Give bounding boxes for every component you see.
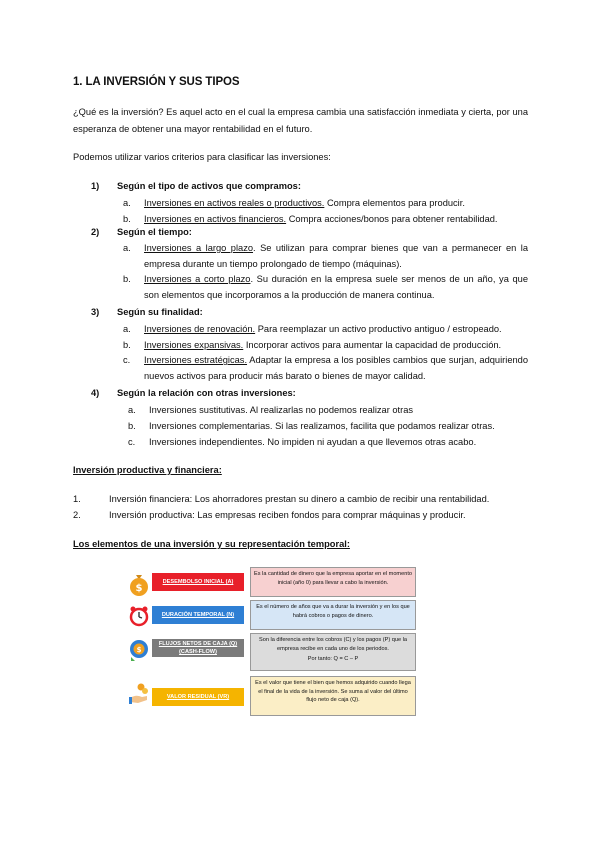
table-row	[128, 676, 418, 720]
item-text: Inversión financiera: Los ahorradores prestan su dinero a cambio de recibir una rentabilidad.	[109, 494, 490, 504]
section-3-heading	[91, 307, 203, 317]
section-2-heading	[91, 227, 192, 237]
numbered-item	[73, 510, 466, 520]
item-text: . Su duración en la empresa suele ser menos de un año, ya que son elementos que incorporamos a la producción de manera continua.	[144, 274, 528, 300]
section-title: Según su finalidad:	[117, 307, 203, 317]
item-text: Compra elementos para producir.	[324, 198, 465, 208]
list-item	[123, 211, 528, 227]
productive-heading: Inversión productiva y financiera:	[73, 465, 222, 475]
item-letter: a.	[123, 243, 131, 253]
criteria-intro: Podemos utilizar varios criterios para clasificar las inversiones:	[73, 152, 331, 162]
list-item	[123, 240, 528, 272]
svg-text:$: $	[135, 583, 143, 594]
section-title: Según el tiempo:	[117, 227, 192, 237]
item-letter: b.	[128, 421, 136, 431]
list-item	[123, 195, 528, 211]
item-term: Inversiones estratégicas.	[144, 355, 248, 365]
list-item	[123, 352, 528, 384]
elements-heading: Los elementos de una inversión y su representación temporal:	[73, 539, 350, 549]
item-letter: b.	[123, 274, 131, 284]
item-letter: a.	[128, 405, 136, 415]
list-item	[128, 418, 533, 434]
cash-flow-icon	[128, 635, 150, 663]
numbered-item	[73, 494, 489, 504]
alarm-clock-icon	[128, 602, 150, 630]
list-item	[123, 271, 528, 303]
element-description: Es el valor que tiene el bien que hemos adquirido cuando llega el final de la vida de la inversión. Se suma al valor del último flujo neto de caja (Q).	[250, 676, 416, 716]
element-label: DESEMBOLSO INICIAL (A)	[152, 573, 244, 591]
item-text: Inversiones sustitutivas. Al realizarlas no podemos realizar otras	[149, 405, 414, 415]
item-text: Adaptar la empresa a los posibles cambios que surjan, adquiriendo nuevos activos para producir más barato o bienes de mayor calidad.	[144, 355, 528, 381]
description-text: Son la diferencia entre los cobros (C) y los pagos (P) que la empresa recibe en cada uno de los periodos.	[259, 637, 407, 652]
item-number: 2.	[73, 510, 81, 520]
item-term: Inversiones a corto plazo	[144, 274, 251, 284]
item-text: Incorporar activos para aumentar la capacidad de producción.	[243, 340, 502, 350]
section-number: 3)	[91, 307, 100, 317]
item-text: Inversión productiva: Las empresas reciben fondos para comprar máquinas y producir.	[109, 510, 466, 520]
item-text: Para reemplazar un activo productivo antiguo / estropeado.	[255, 324, 502, 334]
table-row	[128, 633, 418, 675]
element-description: Es la cantidad de dinero que la empresa aportar en el momento inicial (año 0) para llevar a cabo la inversión.	[250, 567, 416, 597]
item-term: Inversiones en activos reales o productivos.	[144, 198, 325, 208]
section-title: Según la relación con otras inversiones:	[117, 388, 296, 398]
table-row	[128, 600, 418, 634]
element-description: Es el número de años que va a durar la inversión y en los que habrá cobros o pagos de dinero.	[250, 600, 416, 630]
item-text: Compra acciones/bonos para obtener rentabilidad.	[286, 214, 498, 224]
item-letter: a.	[123, 198, 131, 208]
section-1-heading	[91, 181, 301, 191]
item-term: Inversiones a largo plazo	[144, 243, 254, 253]
item-term: Inversiones expansivas.	[144, 340, 244, 350]
item-text: Inversiones independientes. No impiden ni ayudan a que llevemos otras acabo.	[149, 437, 477, 447]
item-letter: a.	[123, 324, 131, 334]
section-4-heading	[91, 388, 296, 398]
item-letter: b.	[123, 340, 131, 350]
section-number: 4)	[91, 388, 100, 398]
item-text: Inversiones complementarias. Si las realizamos, facilita que podamos realizar otras.	[149, 421, 495, 431]
formula-text: Por tanto: Q = C – P	[307, 656, 359, 662]
item-letter: b.	[123, 214, 131, 224]
list-item	[123, 321, 528, 337]
list-item	[128, 402, 533, 418]
money-bag-icon	[128, 569, 150, 597]
item-number: 1.	[73, 494, 81, 504]
item-text: . Se utilizan para comprar bienes que van a permanecer en la empresa durante un tiempo prolongado de tiempo (máquinas).	[144, 243, 528, 269]
list-item	[123, 337, 528, 353]
element-description	[250, 633, 416, 671]
list-item	[128, 434, 533, 450]
element-label: VALOR RESIDUAL (VR)	[152, 688, 244, 706]
item-letter: c.	[123, 355, 131, 365]
section-number: 1)	[91, 181, 100, 191]
section-number: 2)	[91, 227, 100, 237]
section-title: Según el tipo de activos que compramos:	[117, 181, 301, 191]
svg-text:$: $	[136, 646, 142, 654]
intro-paragraph: ¿Qué es la inversión? Es aquel acto en el cual la empresa cambia una satisfacción inmediata y cierta, por una esperanza de obtener una mayor rentabilidad en el futuro.	[73, 107, 528, 134]
item-term: Inversiones en activos financieros.	[144, 214, 287, 224]
element-label: FLUJOS NETOS DE CAJA (Q) (CASH-FLOW)	[152, 639, 244, 657]
element-label: DURACIÓN TEMPORAL (N)	[152, 606, 244, 624]
hand-coins-icon	[128, 678, 150, 706]
table-row	[128, 567, 418, 601]
page-title: 1. LA INVERSIÓN Y SUS TIPOS	[73, 76, 240, 88]
item-term: Inversiones de renovación.	[144, 324, 256, 334]
item-letter: c.	[128, 437, 136, 447]
